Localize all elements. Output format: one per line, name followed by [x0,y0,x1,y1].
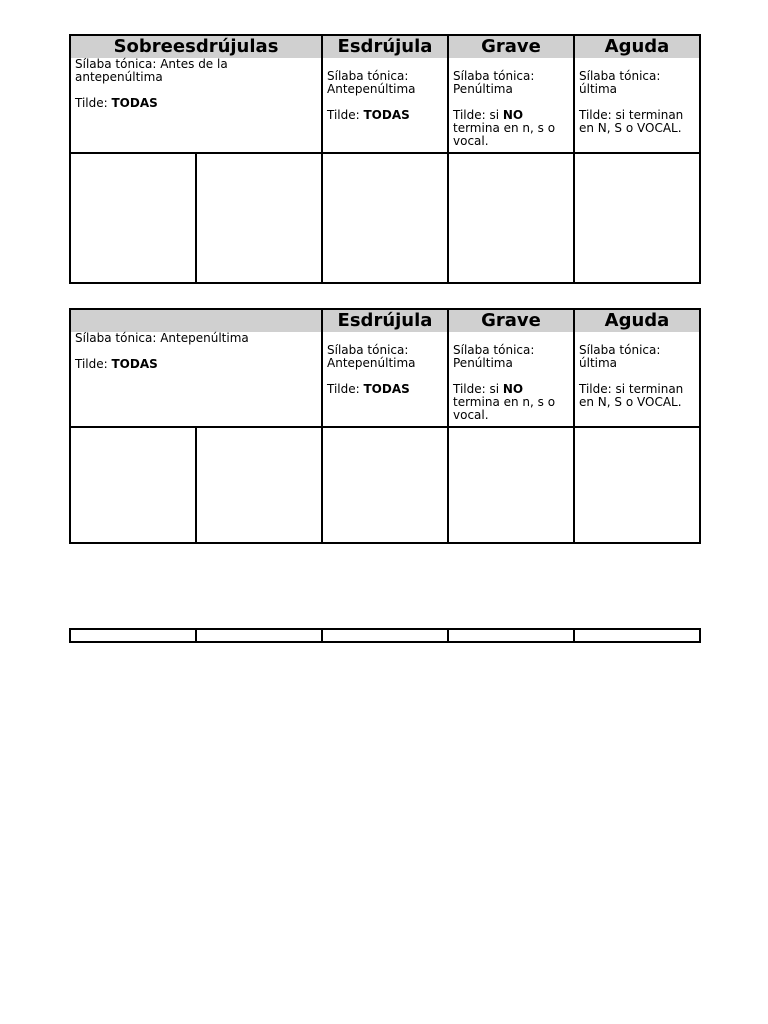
tilde-bold: TODAS [111,96,158,110]
tilde-prefix: Tilde: [75,96,112,110]
accent-table-1 [69,34,701,284]
header-aguda: Aguda [574,35,700,58]
header-blank [70,309,322,332]
silaba-tonica-text: Sílaba tónica: última [579,69,661,96]
tilde-bold: TODAS [363,382,410,396]
answer-cell[interactable] [448,427,574,543]
tilde-bold: NO [502,382,524,396]
strip-cell[interactable] [196,629,322,642]
header-sobreesdrujulas: Sobreesdrújulas [70,35,322,58]
strip-cell[interactable] [70,629,196,642]
tilde-text [453,109,569,148]
description-row [70,332,700,427]
answer-row [70,427,700,543]
header-row [70,309,700,332]
tilde-prefix: Tilde: si [453,108,503,122]
answer-cell[interactable] [448,153,574,283]
tilde-prefix: Tilde: si terminan en N, S o VOCAL. [579,108,684,135]
accent-table-2 [69,308,701,544]
header-grave: Grave [448,35,574,58]
tilde-prefix: Tilde: [327,382,364,396]
tilde-text [327,383,443,396]
silaba-tonica-text: Sílaba tónica: Antepenúltima [75,331,249,345]
tilde-suffix: termina en n, s o vocal. [453,395,556,422]
desc-aguda [574,332,700,427]
answer-cell[interactable] [196,427,322,543]
tilde-prefix: Tilde: [75,357,112,371]
desc-esdrujula [322,58,448,153]
tilde-bold: TODAS [111,357,158,371]
header-esdrujula: Esdrújula [322,35,448,58]
desc-sobreesdrujulas [70,58,322,153]
answer-cell[interactable] [574,153,700,283]
strip-cell[interactable] [574,629,700,642]
header-aguda: Aguda [574,309,700,332]
tilde-text [579,109,695,135]
tilde-text [75,97,317,110]
tilde-bold: NO [502,108,524,122]
silaba-tonica-text: Sílaba tónica: Antepenúltima [327,343,416,370]
tilde-text [453,383,569,422]
desc-first [70,332,322,427]
answer-cell[interactable] [196,153,322,283]
answer-cell[interactable] [322,427,448,543]
tilde-prefix: Tilde: si terminan en N, S o VOCAL. [579,382,684,409]
answer-cell[interactable] [574,427,700,543]
desc-aguda [574,58,700,153]
tilde-suffix: termina en n, s o vocal. [453,121,556,148]
accent-table-3-strip [69,628,701,643]
strip-row [70,629,700,642]
tilde-bold: TODAS [363,108,410,122]
desc-grave [448,58,574,153]
strip-cell[interactable] [448,629,574,642]
answer-cell[interactable] [322,153,448,283]
silaba-tonica-text: Sílaba tónica: Penúltima [453,343,535,370]
desc-grave [448,332,574,427]
silaba-tonica-text: Sílaba tónica: Penúltima [453,69,535,96]
desc-esdrujula [322,332,448,427]
tilde-prefix: Tilde: si [453,382,503,396]
description-row [70,58,700,153]
answer-row [70,153,700,283]
tilde-text [75,358,317,371]
header-row [70,35,700,58]
tilde-text [327,109,443,122]
silaba-tonica-text: Sílaba tónica: Antes de la antepenúltima [75,57,228,84]
header-grave: Grave [448,309,574,332]
silaba-tonica-text: Sílaba tónica: Antepenúltima [327,69,416,96]
answer-cell[interactable] [70,427,196,543]
strip-cell[interactable] [322,629,448,642]
answer-cell[interactable] [70,153,196,283]
silaba-tonica-text: Sílaba tónica: última [579,343,661,370]
header-esdrujula: Esdrújula [322,309,448,332]
tilde-text [579,383,695,409]
tilde-prefix: Tilde: [327,108,364,122]
